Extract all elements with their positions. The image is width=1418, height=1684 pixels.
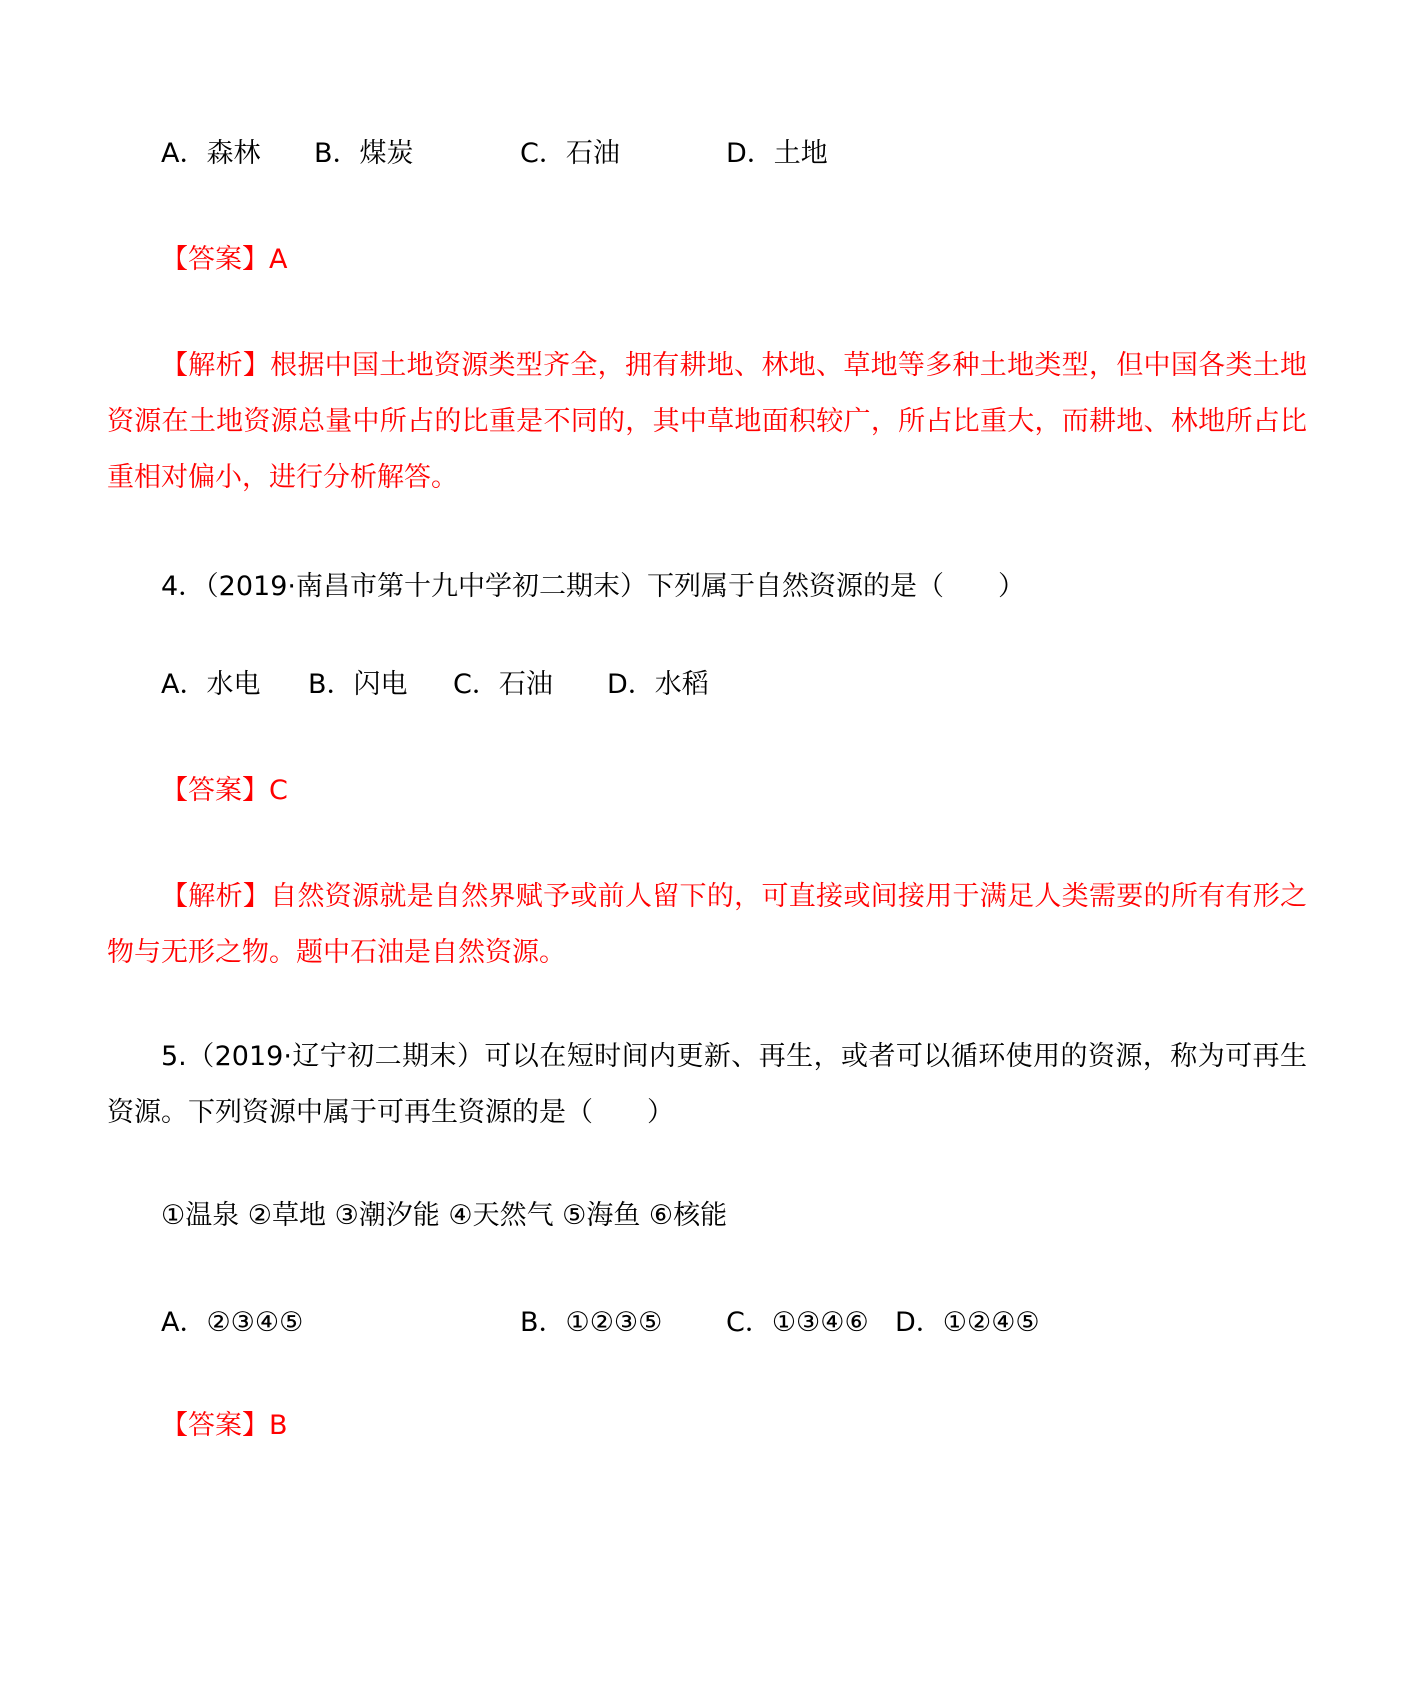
q5-answer: 【答案】B bbox=[161, 1410, 288, 1441]
q4-option-b: B．闪电 bbox=[308, 669, 408, 700]
q4-analysis: 【解析】自然资源就是自然界赋予或前人留下的，可直接或间接用于满足人类需要的所有有形之物与无形之物。题中石油是自然资源。 bbox=[107, 881, 1307, 968]
q3-option-c: C．石油 bbox=[520, 138, 620, 169]
q4-stem: 4．（2019·南昌市第十九中学初二期末）下列属于自然资源的是（ ） bbox=[161, 571, 1025, 602]
q3-analysis: 【解析】根据中国土地资源类型齐全，拥有耕地、林地、草地等多种土地类型，但中国各类土地资源在土地资源总量中所占的比重是不同的，其中草地面积较广，所占比重大，而耕地、林地所占比重相对偏小，进行分析解答。 bbox=[107, 350, 1307, 493]
q5-items: ①温泉 ②草地 ③潮汐能 ④天然气 ⑤海鱼 ⑥核能 bbox=[161, 1200, 728, 1231]
q4-option-c: C．石油 bbox=[453, 669, 553, 700]
q3-option-b: B．煤炭 bbox=[314, 138, 414, 169]
q4-option-d: D．水稻 bbox=[607, 669, 709, 700]
q5-option-c: C．①③④⑥ bbox=[726, 1307, 869, 1338]
q5-option-b: B．①②③⑤ bbox=[520, 1307, 663, 1338]
q5-option-a: A．②③④⑤ bbox=[161, 1307, 304, 1338]
q5-stem: 5.（2019·辽宁初二期末）可以在短时间内更新、再生，或者可以循环使用的资源，称为可再生资源。下列资源中属于可再生资源的是（ ） bbox=[107, 1041, 1307, 1128]
q3-answer: 【答案】A bbox=[161, 244, 288, 275]
q4-option-a: A．水电 bbox=[161, 669, 261, 700]
q3-option-a: A．森林 bbox=[161, 138, 261, 169]
q3-option-d: D．土地 bbox=[726, 138, 828, 169]
q4-answer: 【答案】C bbox=[161, 775, 288, 806]
q5-option-d: D．①②④⑤ bbox=[895, 1307, 1040, 1338]
